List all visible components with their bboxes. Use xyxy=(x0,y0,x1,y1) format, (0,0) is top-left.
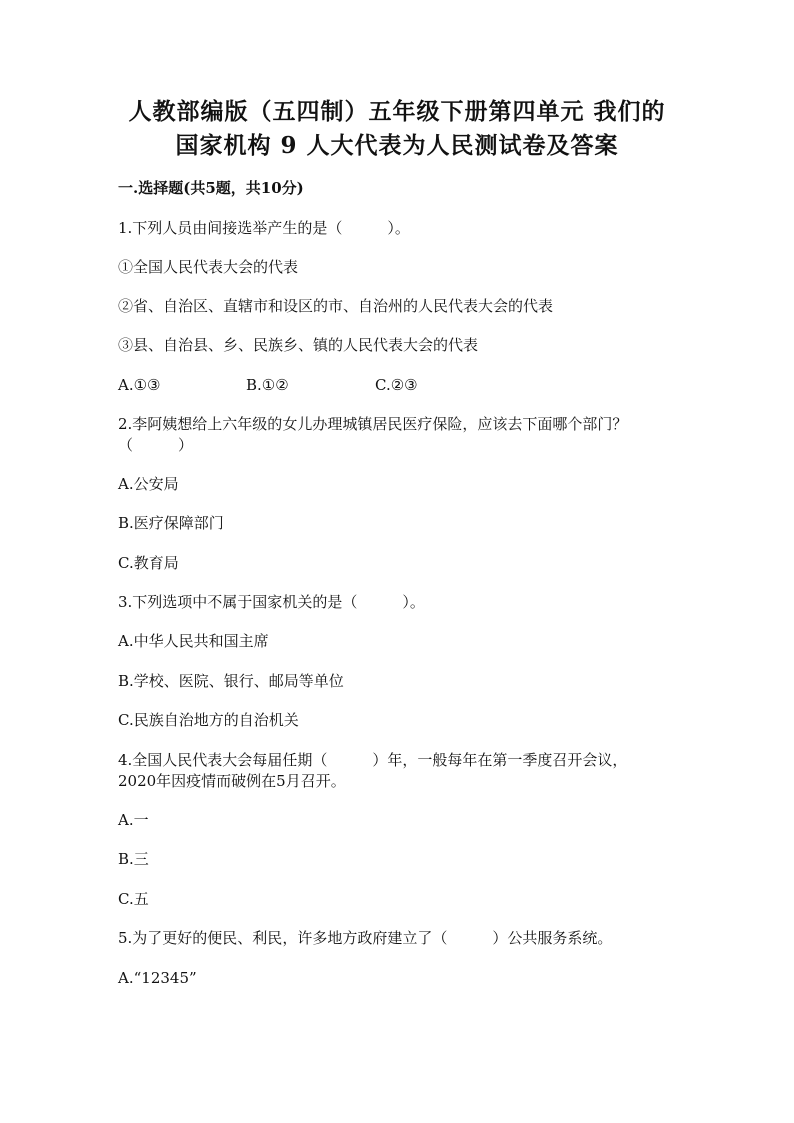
question-4-stem-line-2: 2020年因疫情而破例在5月召开。 xyxy=(118,772,346,790)
question-1-options xyxy=(118,374,518,396)
question-4-option-a: A.一 xyxy=(118,811,149,829)
question-1-statement-3: ③县、自治县、乡、民族乡、镇的人民代表大会的代表 xyxy=(118,336,479,354)
question-1-option-a: A.①③ xyxy=(118,376,161,394)
section-heading: 一.选择题(共5题，共10分) xyxy=(118,179,304,197)
question-1-option-b: B.①② xyxy=(246,376,289,394)
question-2-stem-line-1: 2.李阿姨想给上六年级的女儿办理城镇居民医疗保险，应该去下面哪个部门？ xyxy=(118,415,628,433)
question-3-option-a: A.中华人民共和国主席 xyxy=(118,632,269,650)
question-2-option-c: C.教育局 xyxy=(118,554,179,572)
question-1-stem: 1.下列人员由间接选举产生的是（ ）。 xyxy=(118,219,410,237)
title-line-2: 国家机构 9 人大代表为人民测试卷及答案 xyxy=(175,132,619,159)
question-4-option-c: C.五 xyxy=(118,890,149,908)
question-4-stem-line-1: 4.全国人民代表大会每届任期（ ）年，一般每年在第一季度召开会议， xyxy=(118,751,628,769)
question-4-option-b: B.三 xyxy=(118,850,149,868)
question-1-statement-2: ②省、自治区、直辖市和设区的市、自治州的人民代表大会的代表 xyxy=(118,297,554,315)
question-5-option-a: A.“12345” xyxy=(118,969,197,987)
title-line-1: 人教部编版（五四制）五年级下册第四单元 我们的 xyxy=(128,98,666,125)
question-3-option-c: C.民族自治地方的自治机关 xyxy=(118,711,299,729)
question-2-option-b: B.医疗保障部门 xyxy=(118,514,224,532)
question-5-stem: 5.为了更好的便民、利民，许多地方政府建立了（ ）公共服务系统。 xyxy=(118,929,613,947)
question-2-option-a: A.公安局 xyxy=(118,475,179,493)
question-1-statement-1: ①全国人民代表大会的代表 xyxy=(118,258,299,276)
question-2-stem-line-2: （ ） xyxy=(118,436,194,454)
question-1-option-c: C.②③ xyxy=(375,376,418,394)
question-3-stem: 3.下列选项中不属于国家机关的是（ ）。 xyxy=(118,593,425,611)
question-3-option-b: B.学校、医院、银行、邮局等单位 xyxy=(118,672,344,690)
